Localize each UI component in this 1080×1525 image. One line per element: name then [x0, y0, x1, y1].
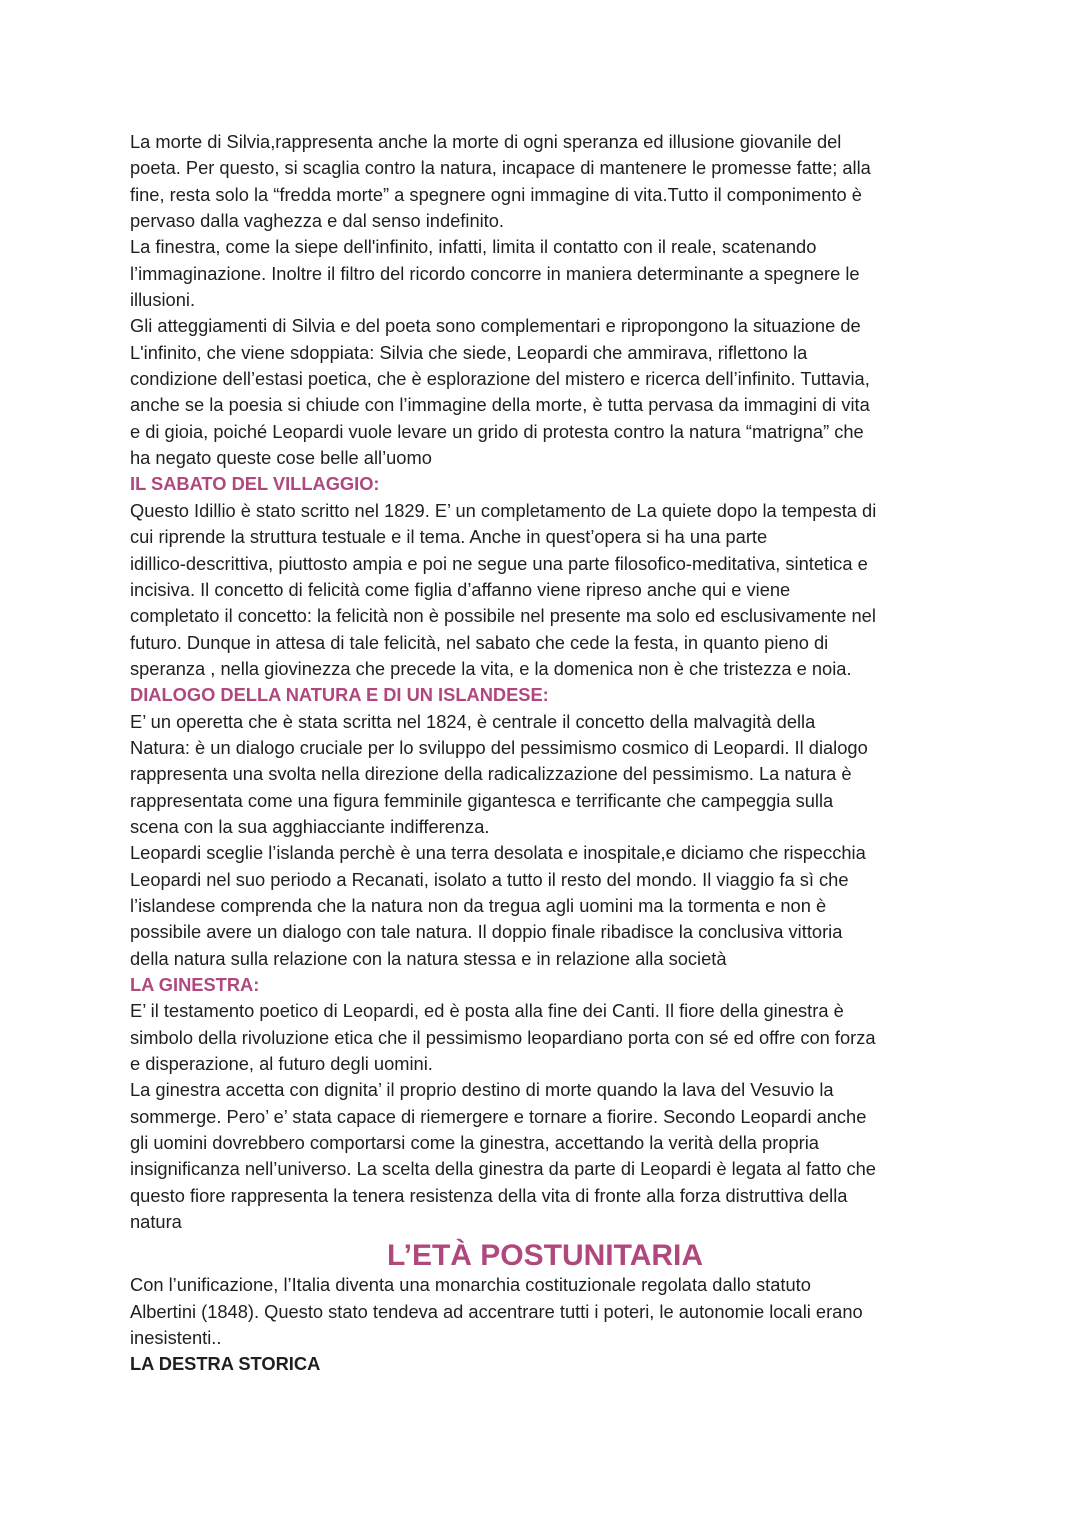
text-line: anche se la poesia si chiude con l’immagine della morte, è tutta pervasa da immagini di vita — [130, 394, 870, 416]
text-line: Leopardi nel suo periodo a Recanati, isolato a tutto il resto del mondo. Il viaggio fa sì che — [130, 868, 849, 890]
text-line: possibile avere un dialogo con tale natura. Il doppio finale ribadisce la conclusiva vittoria — [130, 921, 843, 943]
text-line: gli uomini dovrebbero comportarsi come la ginestra, accettando la verità della propria — [130, 1132, 819, 1154]
text-line: futuro. Dunque in attesa di tale felicità, nel sabato che cede la festa, in quanto pieno di — [130, 631, 829, 653]
text-line: insignificanza nell’universo. La scelta della ginestra da parte di Leopardi è legata al fatto che — [130, 1158, 876, 1180]
text-line: Leopardi sceglie l’islanda perchè è una terra desolata e inospitale,e diciamo che rispecchia — [130, 842, 866, 864]
text-line: Questo Idillio è stato scritto nel 1829. E’ un completamento de La quiete dopo la tempesta di — [130, 499, 877, 521]
paragraph — [130, 498, 960, 682]
subsection-heading: LA DESTRA STORICA — [130, 1353, 321, 1375]
chapter-title: L’ETÀ POSTUNITARIA — [386, 1239, 704, 1273]
paragraph — [130, 998, 960, 1077]
text-line: La ginestra accetta con dignita’ il proprio destino di morte quando la lava del Vesuvio la — [130, 1079, 834, 1101]
text-line: idillico-descrittiva, piuttosto ampia e poi ne segue una parte filosofico-meditativa, sintetica e — [130, 552, 868, 574]
text-line: fine, resta solo la “fredda morte” a spegnere ogni immagine di vita.Tutto il componimento è — [130, 183, 862, 205]
text-line: sommerge. Pero’ e’ stata capace di riemergere e tornare a fiorire. Secondo Leopardi anche — [130, 1105, 867, 1127]
text-line: Natura: è un dialogo cruciale per lo sviluppo del pessimismo cosmico di Leopardi. Il dialogo — [130, 736, 868, 758]
text-line: ha negato queste cose belle all’uomo — [130, 447, 432, 469]
text-line: Con l’unificazione, l’Italia diventa una monarchia costituzionale regolata dallo statuto — [130, 1274, 811, 1296]
text-line: e disperazione, al futuro degli uomini. — [130, 1053, 433, 1075]
text-line: La morte di Silvia,rappresenta anche la morte di ogni speranza ed illusione giovanile del — [130, 131, 842, 152]
paragraph — [130, 1077, 960, 1235]
section-heading: IL SABATO DEL VILLAGGIO: — [130, 473, 380, 495]
text-line: Albertini (1848). Questo stato tendeva ad accentrare tutti i poteri, le autonomie locali erano — [130, 1300, 863, 1322]
text-line: incisiva. Il concetto di felicità come figlia d’affanno viene ripreso anche qui e viene — [130, 578, 791, 600]
text-line: l’immaginazione. Inoltre il filtro del ricordo concorre in maniera determinante a spegnere le — [130, 262, 860, 284]
text-line: e di gioia, poiché Leopardi vuole levare un grido di protesta contro la natura “matrigna” che — [130, 420, 864, 442]
paragraph — [130, 129, 960, 234]
section-heading: LA GINESTRA: — [130, 974, 260, 995]
text-line: l’islandese comprenda che la natura non da tregua agli uomini ma la tormenta e non è — [130, 894, 827, 916]
paragraph — [130, 1272, 960, 1351]
text-line: L'infinito, che viene sdoppiata: Silvia che siede, Leopardi che ammirava, riflettono la — [130, 341, 808, 363]
document-page — [130, 129, 960, 1378]
text-line: natura — [130, 1211, 182, 1233]
text-line: scena con la sua agghiacciante indifferenza. — [130, 815, 490, 837]
text-line: E’ un operetta che è stata scritta nel 1824, è centrale il concetto della malvagità della — [130, 710, 816, 732]
text-line: pervaso dalla vaghezza e dal senso indefinito. — [130, 210, 504, 232]
section-heading: DIALOGO DELLA NATURA E DI UN ISLANDESE: — [130, 684, 549, 706]
paragraph — [130, 313, 960, 471]
text-line: simbolo della rivoluzione etica che il pessimismo leopardiano porta con sé ed offre con forza — [130, 1026, 876, 1048]
text-line: illusioni. — [130, 289, 196, 311]
text-line: condizione dell’estasi poetica, che è esplorazione del mistero e ricerca dell’infinito. Tuttavia, — [130, 368, 870, 390]
paragraph — [130, 840, 960, 972]
paragraph — [130, 709, 960, 841]
text-line: della natura sulla relazione con la natura stessa e in relazione alla società — [130, 947, 727, 969]
paragraph — [130, 234, 960, 313]
text-line: E’ il testamento poetico di Leopardi, ed è posta alla fine dei Canti. Il fiore della ginestra è — [130, 1000, 844, 1022]
text-line: rappresenta una svolta nella direzione della radicalizzazione del pessimismo. La natura è — [130, 763, 852, 785]
text-line: La finestra, come la siepe dell'infinito, infatti, limita il contatto con il reale, scatenando — [130, 236, 817, 258]
text-line: cui riprende la struttura testuale e il tema. Anche in quest’opera si ha una parte — [130, 526, 768, 548]
text-line: speranza , nella giovinezza che precede la vita, e la domenica non è che tristezza e noia. — [130, 657, 852, 679]
text-line: Gli atteggiamenti di Silvia e del poeta sono complementari e ripropongono la situazione de — [130, 315, 861, 337]
text-line: completato il concetto: la felicità non è possibile nel presente ma solo ed esclusivamente nel — [130, 605, 876, 627]
text-line: rappresentata come una figura femminile gigantesca e terrificante che campeggia sulla — [130, 789, 834, 811]
text-line: inesistenti.. — [130, 1327, 222, 1349]
text-line: questo fiore rappresenta la tenera resistenza della vita di fronte alla forza distruttiva della — [130, 1184, 848, 1206]
text-line: poeta. Per questo, si scaglia contro la natura, incapace di mantenere le promesse fatte; alla — [130, 157, 871, 179]
